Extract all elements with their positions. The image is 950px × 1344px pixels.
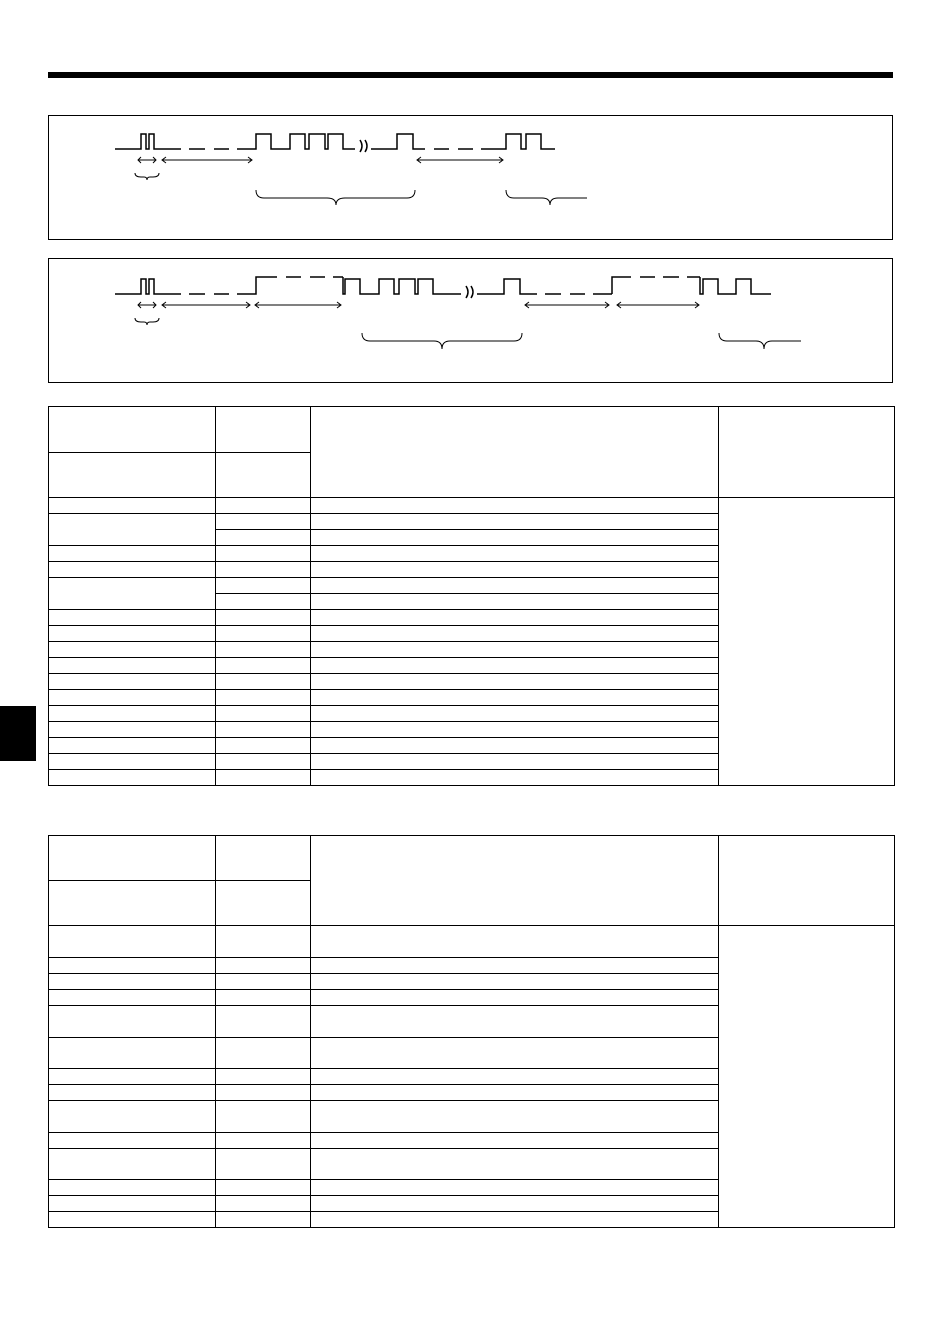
table-cell — [49, 1085, 216, 1101]
table-cell — [216, 1038, 311, 1069]
table-cell — [311, 836, 719, 926]
table-cell — [311, 1069, 719, 1085]
table-cell — [311, 1196, 719, 1212]
table-cell — [49, 498, 216, 514]
table-cell — [216, 674, 311, 690]
table-cell — [49, 1038, 216, 1069]
table-cell — [49, 881, 216, 926]
table-cell — [216, 1212, 311, 1228]
table-cell — [311, 738, 719, 754]
table-cell — [311, 498, 719, 514]
table-cell — [311, 658, 719, 674]
table-cell — [216, 514, 311, 530]
table-cell — [216, 770, 311, 786]
table-cell — [216, 722, 311, 738]
table-cell — [49, 642, 216, 658]
table-cell — [216, 836, 311, 881]
table-cell — [49, 1101, 216, 1133]
table-cell — [49, 1133, 216, 1149]
table-cell — [216, 881, 311, 926]
table-cell — [311, 926, 719, 958]
table-cell — [49, 610, 216, 626]
table-cell — [216, 626, 311, 642]
table-cell — [311, 610, 719, 626]
table-cell — [311, 1133, 719, 1149]
table-cell — [49, 514, 216, 546]
section-side-tab — [0, 706, 36, 761]
table-cell — [216, 546, 311, 562]
table-cell — [49, 1149, 216, 1180]
table-cell — [216, 578, 311, 594]
table-cell — [49, 578, 216, 610]
table-cell — [216, 706, 311, 722]
table-row — [49, 407, 895, 453]
table-cell — [311, 642, 719, 658]
table-cell — [216, 738, 311, 754]
table-cell — [216, 530, 311, 546]
table-cell — [216, 562, 311, 578]
table-cell — [311, 1006, 719, 1038]
table-cell — [49, 453, 216, 498]
top-rule — [48, 72, 893, 78]
table-cell — [216, 610, 311, 626]
table-cell — [311, 1149, 719, 1180]
table-cell — [216, 690, 311, 706]
table-cell — [719, 836, 895, 926]
table-cell — [216, 1180, 311, 1196]
table-cell — [49, 974, 216, 990]
timing-waveform-1 — [49, 116, 894, 241]
table-cell — [216, 958, 311, 974]
table-cell — [49, 1212, 216, 1228]
table-cell — [49, 546, 216, 562]
table-cell — [216, 1069, 311, 1085]
table-cell — [49, 738, 216, 754]
table-cell — [49, 754, 216, 770]
table-cell — [719, 926, 895, 1228]
table-cell — [49, 626, 216, 642]
table-2 — [48, 835, 895, 1228]
table-cell — [49, 407, 216, 453]
table-cell — [216, 1006, 311, 1038]
table-cell — [311, 578, 719, 594]
table-cell — [49, 958, 216, 974]
table-cell — [311, 674, 719, 690]
timing-diagram-2 — [48, 258, 893, 383]
table-cell — [311, 626, 719, 642]
table-cell — [216, 1101, 311, 1133]
table-cell — [311, 770, 719, 786]
table-cell — [311, 562, 719, 578]
table-cell — [49, 674, 216, 690]
table-cell — [49, 706, 216, 722]
table-cell — [49, 926, 216, 958]
table-cell — [49, 690, 216, 706]
table-cell — [216, 1149, 311, 1180]
table-cell — [311, 514, 719, 530]
table-row — [49, 498, 895, 514]
table-cell — [49, 658, 216, 674]
table-cell — [311, 1085, 719, 1101]
table-cell — [311, 530, 719, 546]
table-cell — [49, 1069, 216, 1085]
table-cell — [216, 990, 311, 1006]
table-cell — [49, 1180, 216, 1196]
table-cell — [49, 770, 216, 786]
table-cell — [719, 498, 895, 786]
table-cell — [216, 754, 311, 770]
table-cell — [311, 958, 719, 974]
table-cell — [216, 926, 311, 958]
table-cell — [311, 722, 719, 738]
table-cell — [216, 642, 311, 658]
table-cell — [216, 498, 311, 514]
table-cell — [49, 836, 216, 881]
table-cell — [49, 1006, 216, 1038]
table-cell — [311, 690, 719, 706]
table-cell — [311, 990, 719, 1006]
table-cell — [49, 562, 216, 578]
table-cell — [311, 1180, 719, 1196]
table-cell — [216, 594, 311, 610]
table-cell — [49, 1196, 216, 1212]
table-cell — [311, 706, 719, 722]
table-cell — [719, 407, 895, 498]
table-cell — [311, 546, 719, 562]
table-cell — [311, 754, 719, 770]
table-cell — [216, 1085, 311, 1101]
table-cell — [311, 1038, 719, 1069]
table-cell — [49, 722, 216, 738]
table-cell — [49, 990, 216, 1006]
table-cell — [216, 407, 311, 453]
table-row — [49, 836, 895, 881]
table-cell — [216, 1133, 311, 1149]
table-cell — [216, 974, 311, 990]
table-cell — [216, 1196, 311, 1212]
table-cell — [216, 658, 311, 674]
table-row — [49, 926, 895, 958]
timing-waveform-2 — [49, 259, 894, 384]
table-cell — [216, 453, 311, 498]
table-cell — [311, 1212, 719, 1228]
table-cell — [311, 1101, 719, 1133]
timing-diagram-1 — [48, 115, 893, 240]
table-cell — [311, 407, 719, 498]
table-cell — [311, 974, 719, 990]
table-cell — [311, 594, 719, 610]
table-1 — [48, 406, 895, 786]
